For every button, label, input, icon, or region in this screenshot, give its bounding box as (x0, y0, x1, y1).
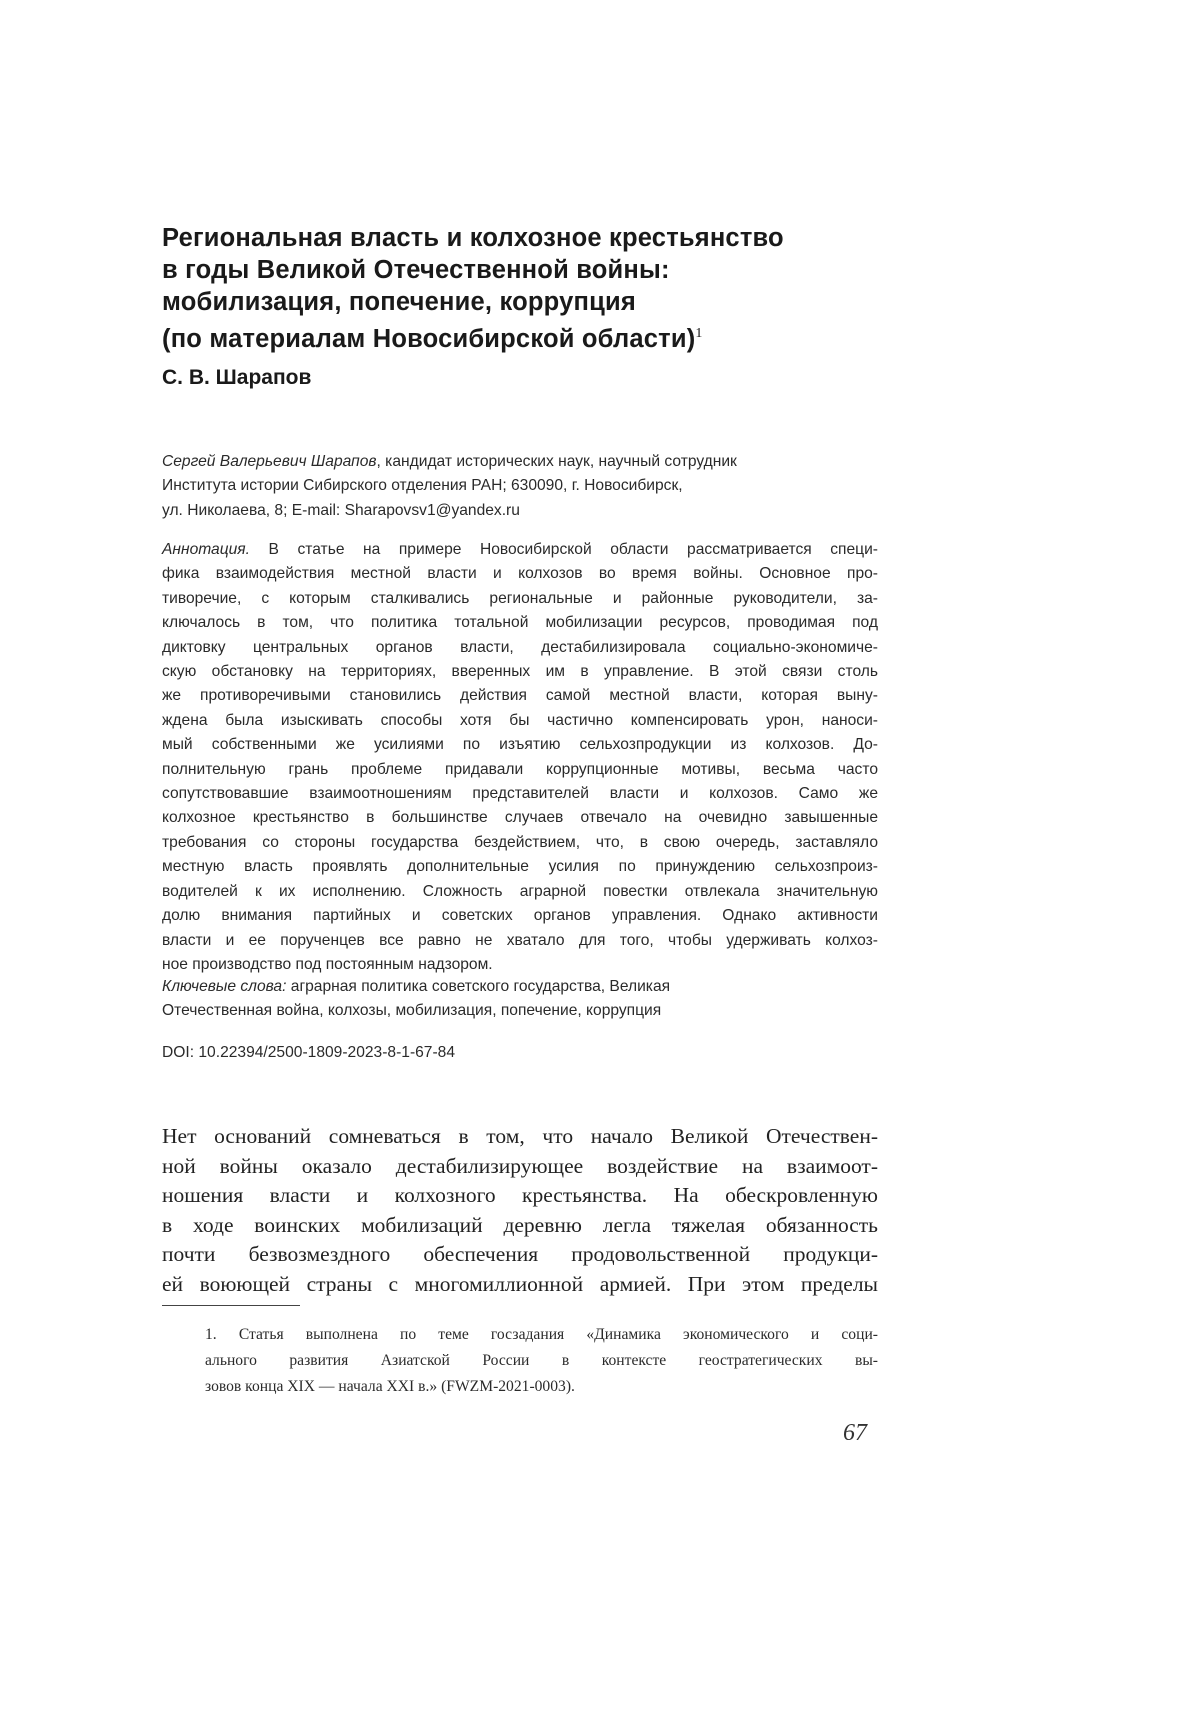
annot-line: ное производство под постоянным надзором. (162, 953, 878, 977)
title-line: Региональная власть и колхозное крестьянство (162, 222, 878, 254)
body-line: ношения власти и колхозного крестьянства. На обескровленную (162, 1181, 878, 1211)
annot-line: долю внимания партийных и советских органов управления. Однако активности (162, 904, 878, 928)
author-name: С. В. Шарапов (162, 366, 878, 390)
keywords (162, 975, 878, 1024)
author-info (162, 450, 878, 523)
annotation (162, 538, 878, 977)
body-line: ей воюющей страны с многомиллионной армией. При этом пределы (162, 1270, 878, 1300)
title-line: мобилизация, попечение, коррупция (162, 286, 878, 318)
title-line-text: (по материалам Новосибирской области) (162, 325, 695, 353)
body-line: в ходе воинских мобилизаций деревню легла тяжелая обязанность (162, 1211, 878, 1241)
annot-line: ждена была изыскивать способы хотя бы частично компенсировать урон, наноси- (162, 709, 878, 733)
keywords-line (162, 975, 878, 999)
page-number: 67 (843, 1420, 867, 1447)
body-line: ной войны оказало дестабилизирующее воздействие на взаимоот- (162, 1152, 878, 1182)
keywords-text: аграрная политика советского государства, Великая (286, 978, 670, 995)
footnote-divider (162, 1305, 300, 1306)
author-info-text: , кандидат исторических наук, научный сотрудник (377, 453, 737, 470)
annotation-label: Аннотация. (162, 541, 250, 558)
fn-line: зовов конца XIX — начала XXI в.» (FWZM-2021-0003). (205, 1374, 878, 1400)
author-info-line (162, 450, 878, 474)
annot-line: ключалось в том, что политика тотальной мобилизации ресурсов, проводимая под (162, 611, 878, 635)
annot-line: полнительную грань проблеме придавали коррупционные мотивы, весьма часто (162, 758, 878, 782)
footnote (205, 1322, 878, 1400)
annot-line: требования со стороны государства бездействием, что, в свою очередь, заставляло (162, 831, 878, 855)
author-info-line: ул. Николаева, 8; E-mail: Sharapovsv1@yandex.ru (162, 499, 878, 523)
footnote-ref[interactable]: 1 (695, 326, 702, 341)
author-info-line: Института истории Сибирского отделения РАН; 630090, г. Новосибирск, (162, 474, 878, 498)
fn-line: ального развития Азиатской России в контексте геостратегических вы- (205, 1348, 878, 1374)
annot-line: фика взаимодействия местной власти и колхозов во время войны. Основное про- (162, 562, 878, 586)
annot-line: же противоречивыми становились действия самой местной власти, которая выну- (162, 684, 878, 708)
keywords-label: Ключевые слова: (162, 978, 286, 995)
annot-line: местную власть проявлять дополнительные усилия по принуждению сельхозпроиз- (162, 855, 878, 879)
annot-line: мый собственными же усилиями по изъятию сельхозпродукции из колхозов. До- (162, 733, 878, 757)
article-title (162, 222, 878, 355)
annot-line: колхозное крестьянство в большинстве случаев отвечало на очевидно завышенные (162, 806, 878, 830)
title-line: в годы Великой Отечественной войны: (162, 254, 878, 286)
author-full-name: Сергей Валерьевич Шарапов (162, 453, 377, 470)
body-text (162, 1122, 878, 1300)
doi[interactable]: DOI: 10.22394/2500-1809-2023-8-1-67-84 (162, 1041, 878, 1065)
annotation-line (162, 538, 878, 562)
fn-line: 1. Статья выполнена по теме госзадания «Динамика экономического и соци- (205, 1322, 878, 1348)
body-line: Нет оснований сомневаться в том, что начало Великой Отечествен- (162, 1122, 878, 1152)
annotation-text: В статье на примере Новосибирской области рассматривается специ- (250, 541, 878, 558)
annot-line: власти и ее порученцев все равно не хватало для того, чтобы удерживать колхоз- (162, 929, 878, 953)
keywords-line: Отечественная война, колхозы, мобилизация, попечение, коррупция (162, 999, 878, 1023)
title-line (162, 318, 878, 355)
annot-line: водителей к их исполнению. Сложность аграрной повестки отвлекала значительную (162, 880, 878, 904)
annot-line: диктовку центральных органов власти, дестабилизировала социально-экономиче- (162, 636, 878, 660)
annot-line: скую обстановку на территориях, вверенных им в управление. В этой связи столь (162, 660, 878, 684)
body-line: почти безвозмездного обеспечения продовольственной продукци- (162, 1240, 878, 1270)
annot-line: тиворечие, с которым сталкивались региональные и районные руководители, за- (162, 587, 878, 611)
annot-line: сопутствовавшие взаимоотношениям представителей власти и колхозов. Само же (162, 782, 878, 806)
